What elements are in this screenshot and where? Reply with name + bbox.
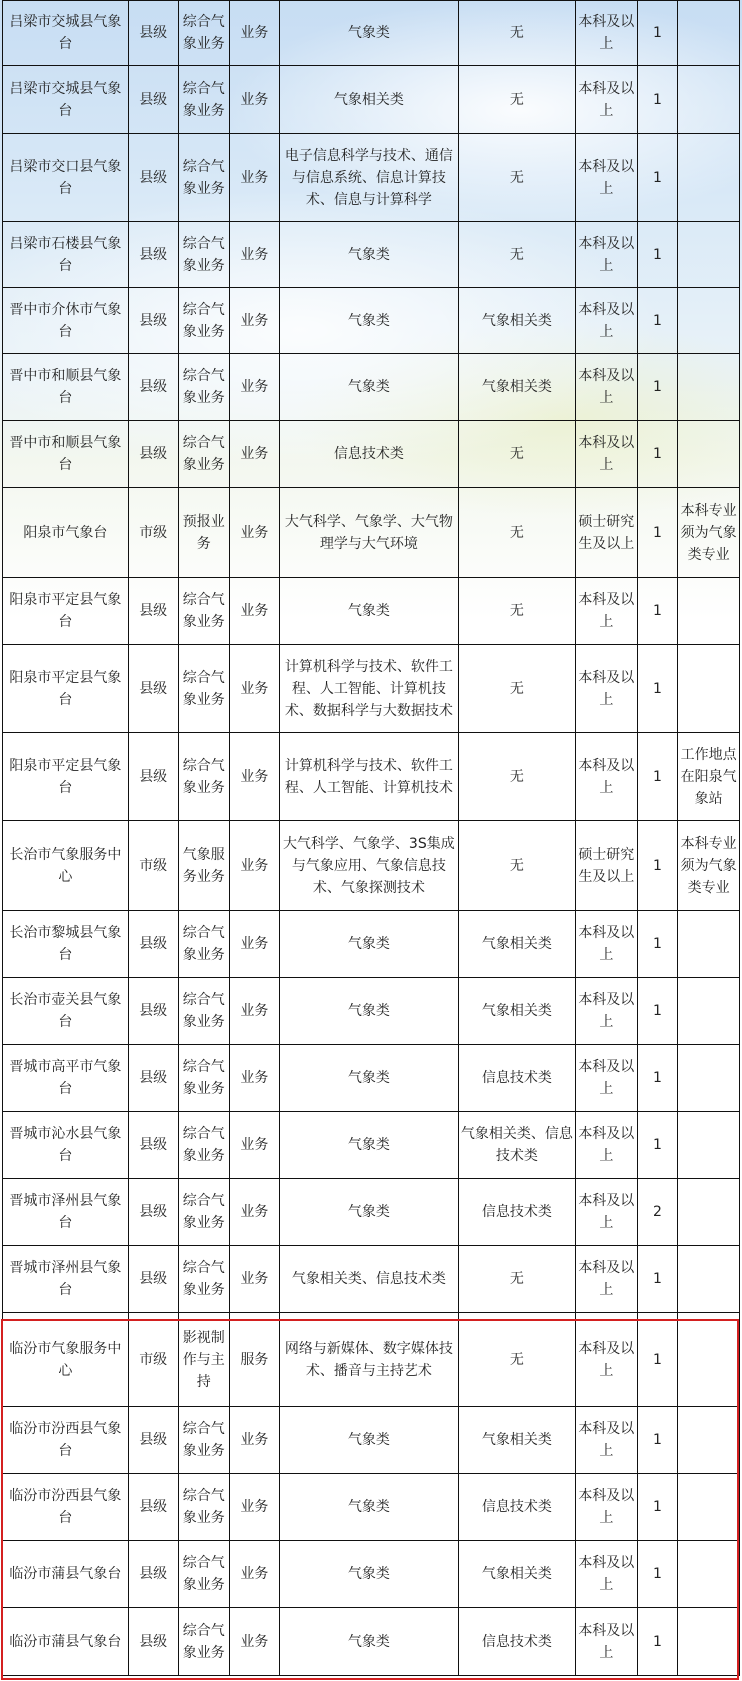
table-row bbox=[3, 222, 740, 288]
cell-level: 市级 bbox=[128, 488, 178, 578]
cell-position: 影视制作与主持 bbox=[178, 1313, 229, 1407]
table-row bbox=[3, 1608, 740, 1676]
cell-major-undergrad: 大气科学、气象学、大气物理学与大气环境 bbox=[279, 488, 458, 578]
cell-level: 县级 bbox=[128, 1474, 178, 1541]
cell-education: 本科及以上 bbox=[575, 1045, 637, 1112]
cell-level: 县级 bbox=[128, 288, 178, 354]
cell-level: 县级 bbox=[128, 1179, 178, 1246]
cell-category: 业务 bbox=[229, 733, 279, 821]
cell-major-undergrad: 气象类 bbox=[279, 222, 458, 288]
cell-education: 本科及以上 bbox=[575, 1541, 637, 1608]
cell-major-grad: 信息技术类 bbox=[458, 1045, 575, 1112]
table-row bbox=[3, 1179, 740, 1246]
cell-major-grad: 无 bbox=[458, 134, 575, 222]
cell-major-grad: 信息技术类 bbox=[458, 1474, 575, 1541]
table-row bbox=[3, 1474, 740, 1541]
table-row bbox=[3, 421, 740, 488]
table-row bbox=[3, 1541, 740, 1608]
cell-major-undergrad: 气象相关类 bbox=[279, 66, 458, 134]
cell-unit: 临汾市蒲县气象台 bbox=[3, 1541, 129, 1608]
cell-position: 综合气象业务 bbox=[178, 733, 229, 821]
cell-major-undergrad: 气象相关类、信息技术类 bbox=[279, 1246, 458, 1313]
cell-level: 县级 bbox=[128, 354, 178, 421]
table-row bbox=[3, 911, 740, 978]
cell-level: 县级 bbox=[128, 733, 178, 821]
cell-position: 综合气象业务 bbox=[178, 134, 229, 222]
cell-education: 本科及以上 bbox=[575, 1246, 637, 1313]
cell-major-undergrad: 气象类 bbox=[279, 1474, 458, 1541]
table-row bbox=[3, 1407, 740, 1474]
cell-education: 本科及以上 bbox=[575, 421, 637, 488]
cell-major-undergrad: 计算机科学与技术、软件工程、人工智能、计算机技术、数据科学与大数据技术 bbox=[279, 645, 458, 733]
cell-category: 业务 bbox=[229, 821, 279, 911]
cell-category: 业务 bbox=[229, 134, 279, 222]
cell-position: 综合气象业务 bbox=[178, 421, 229, 488]
cell-unit: 晋城市泽州县气象台 bbox=[3, 1179, 129, 1246]
table-row bbox=[3, 733, 740, 821]
cell-category: 业务 bbox=[229, 1, 279, 66]
table-row bbox=[3, 1313, 740, 1407]
cell-education: 本科及以上 bbox=[575, 1608, 637, 1676]
cell-major-grad: 无 bbox=[458, 821, 575, 911]
recruitment-table bbox=[2, 0, 740, 1676]
cell-count: 1 bbox=[637, 354, 677, 421]
table-row bbox=[3, 1246, 740, 1313]
cell-unit: 阳泉市平定县气象台 bbox=[3, 578, 129, 645]
cell-category: 业务 bbox=[229, 978, 279, 1045]
cell-level: 县级 bbox=[128, 1608, 178, 1676]
cell-position: 综合气象业务 bbox=[178, 645, 229, 733]
cell-major-undergrad: 气象类 bbox=[279, 354, 458, 421]
cell-unit: 阳泉市平定县气象台 bbox=[3, 733, 129, 821]
cell-category: 业务 bbox=[229, 288, 279, 354]
cell-note bbox=[678, 421, 740, 488]
cell-count: 1 bbox=[637, 1246, 677, 1313]
cell-category: 业务 bbox=[229, 1045, 279, 1112]
cell-major-grad: 信息技术类 bbox=[458, 1179, 575, 1246]
cell-education: 硕士研究生及以上 bbox=[575, 821, 637, 911]
table-row bbox=[3, 645, 740, 733]
table-row bbox=[3, 821, 740, 911]
cell-count: 1 bbox=[637, 1045, 677, 1112]
cell-count: 1 bbox=[637, 645, 677, 733]
cell-unit: 临汾市汾西县气象台 bbox=[3, 1407, 129, 1474]
cell-level: 县级 bbox=[128, 1045, 178, 1112]
cell-unit: 长治市壶关县气象台 bbox=[3, 978, 129, 1045]
cell-category: 业务 bbox=[229, 1179, 279, 1246]
cell-category: 业务 bbox=[229, 1541, 279, 1608]
cell-unit: 晋城市高平市气象台 bbox=[3, 1045, 129, 1112]
table-row bbox=[3, 1112, 740, 1179]
cell-level: 市级 bbox=[128, 1313, 178, 1407]
table-row bbox=[3, 66, 740, 134]
cell-level: 县级 bbox=[128, 421, 178, 488]
cell-level: 县级 bbox=[128, 578, 178, 645]
cell-major-grad: 无 bbox=[458, 488, 575, 578]
cell-category: 业务 bbox=[229, 911, 279, 978]
cell-note: 本科专业须为气象类专业 bbox=[678, 821, 740, 911]
cell-major-grad: 无 bbox=[458, 1246, 575, 1313]
cell-education: 本科及以上 bbox=[575, 1112, 637, 1179]
cell-position: 综合气象业务 bbox=[178, 288, 229, 354]
cell-level: 县级 bbox=[128, 1112, 178, 1179]
cell-major-undergrad: 气象类 bbox=[279, 1541, 458, 1608]
cell-note bbox=[678, 1608, 740, 1676]
cell-note bbox=[678, 66, 740, 134]
cell-major-undergrad: 气象类 bbox=[279, 288, 458, 354]
cell-unit: 晋中市和顺县气象台 bbox=[3, 354, 129, 421]
cell-education: 本科及以上 bbox=[575, 1179, 637, 1246]
cell-count: 1 bbox=[637, 421, 677, 488]
table-row bbox=[3, 488, 740, 578]
cell-position: 综合气象业务 bbox=[178, 222, 229, 288]
cell-unit: 吕梁市交城县气象台 bbox=[3, 66, 129, 134]
cell-education: 本科及以上 bbox=[575, 222, 637, 288]
cell-level: 县级 bbox=[128, 645, 178, 733]
cell-note bbox=[678, 288, 740, 354]
cell-category: 业务 bbox=[229, 645, 279, 733]
cell-education: 本科及以上 bbox=[575, 66, 637, 134]
cell-education: 本科及以上 bbox=[575, 978, 637, 1045]
cell-major-grad: 气象相关类 bbox=[458, 1541, 575, 1608]
cell-category: 业务 bbox=[229, 1474, 279, 1541]
cell-major-undergrad: 计算机科学与技术、软件工程、人工智能、计算机技术 bbox=[279, 733, 458, 821]
cell-major-undergrad: 气象类 bbox=[279, 1407, 458, 1474]
cell-education: 硕士研究生及以上 bbox=[575, 488, 637, 578]
cell-count: 1 bbox=[637, 1407, 677, 1474]
cell-position: 综合气象业务 bbox=[178, 1407, 229, 1474]
cell-major-undergrad: 气象类 bbox=[279, 1112, 458, 1179]
cell-count: 1 bbox=[637, 1541, 677, 1608]
cell-education: 本科及以上 bbox=[575, 578, 637, 645]
cell-position: 综合气象业务 bbox=[178, 1474, 229, 1541]
cell-major-grad: 气象相关类 bbox=[458, 1407, 575, 1474]
cell-category: 服务 bbox=[229, 1313, 279, 1407]
cell-category: 业务 bbox=[229, 1112, 279, 1179]
cell-unit: 吕梁市交口县气象台 bbox=[3, 134, 129, 222]
cell-major-undergrad: 大气科学、气象学、3S集成与气象应用、气象信息技术、气象探测技术 bbox=[279, 821, 458, 911]
cell-level: 县级 bbox=[128, 222, 178, 288]
cell-major-grad: 气象相关类、信息技术类 bbox=[458, 1112, 575, 1179]
cell-position: 综合气象业务 bbox=[178, 1541, 229, 1608]
cell-note bbox=[678, 1541, 740, 1608]
table-row bbox=[3, 1, 740, 66]
cell-position: 综合气象业务 bbox=[178, 1246, 229, 1313]
cell-category: 业务 bbox=[229, 578, 279, 645]
cell-position: 预报业务 bbox=[178, 488, 229, 578]
cell-category: 业务 bbox=[229, 354, 279, 421]
cell-major-grad: 无 bbox=[458, 421, 575, 488]
cell-count: 1 bbox=[637, 1608, 677, 1676]
cell-note bbox=[678, 1045, 740, 1112]
cell-note bbox=[678, 1179, 740, 1246]
cell-note bbox=[678, 222, 740, 288]
cell-category: 业务 bbox=[229, 222, 279, 288]
cell-level: 县级 bbox=[128, 1407, 178, 1474]
cell-count: 1 bbox=[637, 733, 677, 821]
cell-category: 业务 bbox=[229, 1608, 279, 1676]
cell-major-undergrad: 气象类 bbox=[279, 911, 458, 978]
cell-count: 1 bbox=[637, 288, 677, 354]
table-row bbox=[3, 578, 740, 645]
cell-level: 县级 bbox=[128, 978, 178, 1045]
cell-major-grad: 气象相关类 bbox=[458, 354, 575, 421]
table-row bbox=[3, 1045, 740, 1112]
cell-note bbox=[678, 354, 740, 421]
cell-education: 本科及以上 bbox=[575, 1, 637, 66]
cell-unit: 阳泉市平定县气象台 bbox=[3, 645, 129, 733]
cell-major-grad: 气象相关类 bbox=[458, 288, 575, 354]
cell-note: 本科专业须为气象类专业 bbox=[678, 488, 740, 578]
cell-position: 气象服务业务 bbox=[178, 821, 229, 911]
cell-count: 1 bbox=[637, 821, 677, 911]
cell-note bbox=[678, 911, 740, 978]
cell-note bbox=[678, 1, 740, 66]
cell-note bbox=[678, 645, 740, 733]
cell-position: 综合气象业务 bbox=[178, 1179, 229, 1246]
cell-note bbox=[678, 1474, 740, 1541]
cell-position: 综合气象业务 bbox=[178, 978, 229, 1045]
cell-note bbox=[678, 978, 740, 1045]
cell-count: 1 bbox=[637, 66, 677, 134]
cell-position: 综合气象业务 bbox=[178, 354, 229, 421]
cell-note bbox=[678, 1407, 740, 1474]
cell-unit: 吕梁市石楼县气象台 bbox=[3, 222, 129, 288]
cell-major-undergrad: 电子信息科学与技术、通信与信息系统、信息计算技术、信息与计算科学 bbox=[279, 134, 458, 222]
cell-note bbox=[678, 578, 740, 645]
cell-major-grad: 气象相关类 bbox=[458, 978, 575, 1045]
cell-major-grad: 无 bbox=[458, 66, 575, 134]
cell-count: 2 bbox=[637, 1179, 677, 1246]
cell-education: 本科及以上 bbox=[575, 733, 637, 821]
cell-category: 业务 bbox=[229, 66, 279, 134]
cell-major-undergrad: 气象类 bbox=[279, 1179, 458, 1246]
cell-unit: 吕梁市交城县气象台 bbox=[3, 1, 129, 66]
cell-major-grad: 信息技术类 bbox=[458, 1608, 575, 1676]
cell-education: 本科及以上 bbox=[575, 288, 637, 354]
cell-count: 1 bbox=[637, 978, 677, 1045]
cell-position: 综合气象业务 bbox=[178, 1112, 229, 1179]
cell-major-undergrad: 气象类 bbox=[279, 1, 458, 66]
cell-count: 1 bbox=[637, 488, 677, 578]
table-row bbox=[3, 978, 740, 1045]
cell-count: 1 bbox=[637, 911, 677, 978]
cell-count: 1 bbox=[637, 1313, 677, 1407]
cell-major-undergrad: 信息技术类 bbox=[279, 421, 458, 488]
cell-note bbox=[678, 1313, 740, 1407]
cell-unit: 晋中市和顺县气象台 bbox=[3, 421, 129, 488]
cell-position: 综合气象业务 bbox=[178, 1608, 229, 1676]
cell-major-grad: 无 bbox=[458, 645, 575, 733]
cell-level: 县级 bbox=[128, 1246, 178, 1313]
cell-position: 综合气象业务 bbox=[178, 1, 229, 66]
cell-major-undergrad: 气象类 bbox=[279, 978, 458, 1045]
cell-major-grad: 无 bbox=[458, 1313, 575, 1407]
cell-note bbox=[678, 1112, 740, 1179]
cell-level: 县级 bbox=[128, 66, 178, 134]
cell-position: 综合气象业务 bbox=[178, 578, 229, 645]
cell-unit: 长治市黎城县气象台 bbox=[3, 911, 129, 978]
cell-education: 本科及以上 bbox=[575, 134, 637, 222]
cell-major-undergrad: 网络与新媒体、数字媒体技术、播音与主持艺术 bbox=[279, 1313, 458, 1407]
cell-position: 综合气象业务 bbox=[178, 1045, 229, 1112]
cell-count: 1 bbox=[637, 134, 677, 222]
cell-education: 本科及以上 bbox=[575, 911, 637, 978]
cell-note bbox=[678, 1246, 740, 1313]
cell-unit: 临汾市气象服务中心 bbox=[3, 1313, 129, 1407]
cell-position: 综合气象业务 bbox=[178, 911, 229, 978]
cell-unit: 临汾市汾西县气象台 bbox=[3, 1474, 129, 1541]
cell-level: 县级 bbox=[128, 1541, 178, 1608]
cell-note: 工作地点在阳泉气象站 bbox=[678, 733, 740, 821]
cell-count: 1 bbox=[637, 578, 677, 645]
cell-category: 业务 bbox=[229, 1407, 279, 1474]
cell-education: 本科及以上 bbox=[575, 1407, 637, 1474]
cell-education: 本科及以上 bbox=[575, 645, 637, 733]
cell-major-grad: 气象相关类 bbox=[458, 911, 575, 978]
cell-level: 县级 bbox=[128, 911, 178, 978]
cell-unit: 临汾市蒲县气象台 bbox=[3, 1608, 129, 1676]
cell-major-grad: 无 bbox=[458, 1, 575, 66]
cell-major-grad: 无 bbox=[458, 578, 575, 645]
cell-count: 1 bbox=[637, 1112, 677, 1179]
cell-unit: 晋城市沁水县气象台 bbox=[3, 1112, 129, 1179]
cell-education: 本科及以上 bbox=[575, 1313, 637, 1407]
cell-unit: 长治市气象服务中心 bbox=[3, 821, 129, 911]
cell-unit: 阳泉市气象台 bbox=[3, 488, 129, 578]
cell-count: 1 bbox=[637, 222, 677, 288]
cell-level: 县级 bbox=[128, 1, 178, 66]
cell-level: 市级 bbox=[128, 821, 178, 911]
cell-major-undergrad: 气象类 bbox=[279, 1608, 458, 1676]
cell-level: 县级 bbox=[128, 134, 178, 222]
cell-unit: 晋中市介休市气象台 bbox=[3, 288, 129, 354]
table-row bbox=[3, 134, 740, 222]
cell-position: 综合气象业务 bbox=[178, 66, 229, 134]
cell-education: 本科及以上 bbox=[575, 1474, 637, 1541]
table-row bbox=[3, 354, 740, 421]
table-row bbox=[3, 288, 740, 354]
cell-major-grad: 无 bbox=[458, 733, 575, 821]
cell-major-undergrad: 气象类 bbox=[279, 578, 458, 645]
cell-count: 1 bbox=[637, 1, 677, 66]
cell-major-grad: 无 bbox=[458, 222, 575, 288]
cell-count: 1 bbox=[637, 1474, 677, 1541]
cell-unit: 晋城市泽州县气象台 bbox=[3, 1246, 129, 1313]
cell-education: 本科及以上 bbox=[575, 354, 637, 421]
cell-major-undergrad: 气象类 bbox=[279, 1045, 458, 1112]
cell-category: 业务 bbox=[229, 488, 279, 578]
cell-category: 业务 bbox=[229, 421, 279, 488]
cell-category: 业务 bbox=[229, 1246, 279, 1313]
cell-note bbox=[678, 134, 740, 222]
